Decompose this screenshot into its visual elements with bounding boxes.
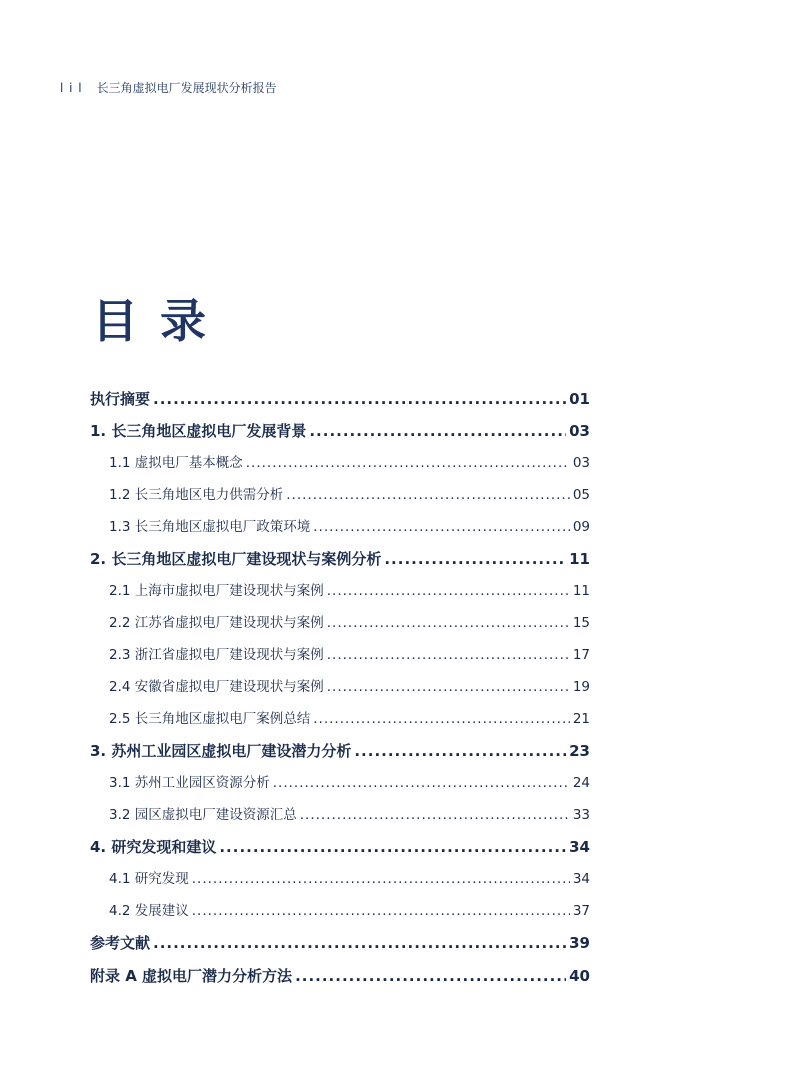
toc-leader-dots xyxy=(327,615,570,631)
toc-entry-label: 参考文献 xyxy=(90,934,151,952)
toc-entry-label: 2.1 上海市虚拟电厂建设现状与案例 xyxy=(109,583,324,599)
toc-leader-dots xyxy=(192,903,570,919)
toc-leader-dots xyxy=(313,519,570,535)
toc-entry-label: 3. 苏州工业园区虚拟电厂建设潜力分析 xyxy=(90,742,352,760)
toc-entry-label: 2. 长三角地区虚拟电厂建设现状与案例分析 xyxy=(90,550,382,568)
toc-entry-page: 33 xyxy=(572,807,590,823)
brand-logo-mark: l i l xyxy=(60,80,83,95)
toc-leader-dots xyxy=(309,422,566,440)
toc-entry[interactable] xyxy=(90,483,590,503)
toc-entry-label: 4.1 研究发现 xyxy=(109,871,189,887)
toc-entry[interactable] xyxy=(90,643,590,663)
toc-entry-label: 1.2 长三角地区电力供需分析 xyxy=(109,487,284,503)
toc-entry-page: 23 xyxy=(569,742,590,760)
toc-entry[interactable] xyxy=(90,579,590,599)
toc-entry-page: 40 xyxy=(569,967,590,985)
toc-entry-label: 1. 长三角地区虚拟电厂发展背景 xyxy=(90,422,307,440)
toc-leader-dots xyxy=(286,487,570,503)
toc-entry-label: 附录 A 虚拟电厂潜力分析方法 xyxy=(90,967,293,985)
toc-entry[interactable] xyxy=(90,451,590,471)
toc-entry[interactable] xyxy=(90,707,590,727)
toc-entry-page: 37 xyxy=(572,903,590,919)
toc-leader-dots xyxy=(192,871,570,887)
toc-entry-page: 11 xyxy=(569,550,590,568)
toc-leader-dots xyxy=(354,742,566,760)
toc-entry-label: 2.4 安徽省虚拟电厂建设现状与案例 xyxy=(109,679,324,695)
toc-entry[interactable] xyxy=(90,803,590,823)
toc-leader-dots xyxy=(327,647,570,663)
toc-entry[interactable] xyxy=(90,836,590,857)
toc-entry-label: 4. 研究发现和建议 xyxy=(90,838,217,856)
toc-entry-page: 21 xyxy=(572,711,590,727)
page-header xyxy=(60,79,277,96)
toc-entry[interactable] xyxy=(90,388,590,409)
toc-leader-dots xyxy=(300,807,570,823)
toc-entry[interactable] xyxy=(90,740,590,761)
toc-entry-label: 执行摘要 xyxy=(90,390,151,408)
toc-entry-page: 09 xyxy=(572,519,590,535)
toc-leader-dots xyxy=(273,775,570,791)
toc-entry-label: 2.5 长三角地区虚拟电厂案例总结 xyxy=(109,711,311,727)
toc-leader-dots xyxy=(246,455,570,471)
toc-entry[interactable] xyxy=(90,548,590,569)
toc-entry-page: 15 xyxy=(572,615,590,631)
toc-entry[interactable] xyxy=(90,965,590,986)
toc-leader-dots xyxy=(219,838,566,856)
toc-entry-label: 1.3 长三角地区虚拟电厂政策环境 xyxy=(109,519,311,535)
toc-heading: 目录 xyxy=(92,294,228,348)
toc-entry[interactable] xyxy=(90,771,590,791)
toc-entry-page: 39 xyxy=(569,934,590,952)
toc-entry-label: 2.2 江苏省虚拟电厂建设现状与案例 xyxy=(109,615,324,631)
toc-entry-label: 3.1 苏州工业园区资源分析 xyxy=(109,775,270,791)
toc-entry-label: 2.3 浙江省虚拟电厂建设现状与案例 xyxy=(109,647,324,663)
toc-leader-dots xyxy=(384,550,566,568)
toc-leader-dots xyxy=(327,583,570,599)
toc-entry-page: 17 xyxy=(572,647,590,663)
toc-entry-label: 4.2 发展建议 xyxy=(109,903,189,919)
toc-entry-page: 01 xyxy=(569,390,590,408)
toc-entry[interactable] xyxy=(90,675,590,695)
toc-leader-dots xyxy=(295,967,566,985)
toc-entry[interactable] xyxy=(90,515,590,535)
toc-leader-dots xyxy=(153,934,566,952)
toc-entry-page: 11 xyxy=(572,583,590,599)
toc-entry-page: 34 xyxy=(572,871,590,887)
toc-entry[interactable] xyxy=(90,867,590,887)
toc-entry-label: 3.2 园区虚拟电厂建设资源汇总 xyxy=(109,807,297,823)
toc-entry[interactable] xyxy=(90,420,590,441)
toc-entry-page: 03 xyxy=(569,422,590,440)
toc-leader-dots xyxy=(313,711,570,727)
toc-entry[interactable] xyxy=(90,899,590,919)
toc-entry[interactable] xyxy=(90,611,590,631)
toc-entry-page: 19 xyxy=(572,679,590,695)
toc-entry[interactable] xyxy=(90,932,590,953)
toc-entry-page: 24 xyxy=(572,775,590,791)
toc-entry-page: 03 xyxy=(572,455,590,471)
toc-leader-dots xyxy=(153,390,566,408)
toc-entry-page: 05 xyxy=(572,487,590,503)
toc-entry-label: 1.1 虚拟电厂基本概念 xyxy=(109,455,243,471)
report-title: 长三角虚拟电厂发展现状分析报告 xyxy=(96,81,277,95)
toc-leader-dots xyxy=(327,679,570,695)
toc-entry-page: 34 xyxy=(569,838,590,856)
